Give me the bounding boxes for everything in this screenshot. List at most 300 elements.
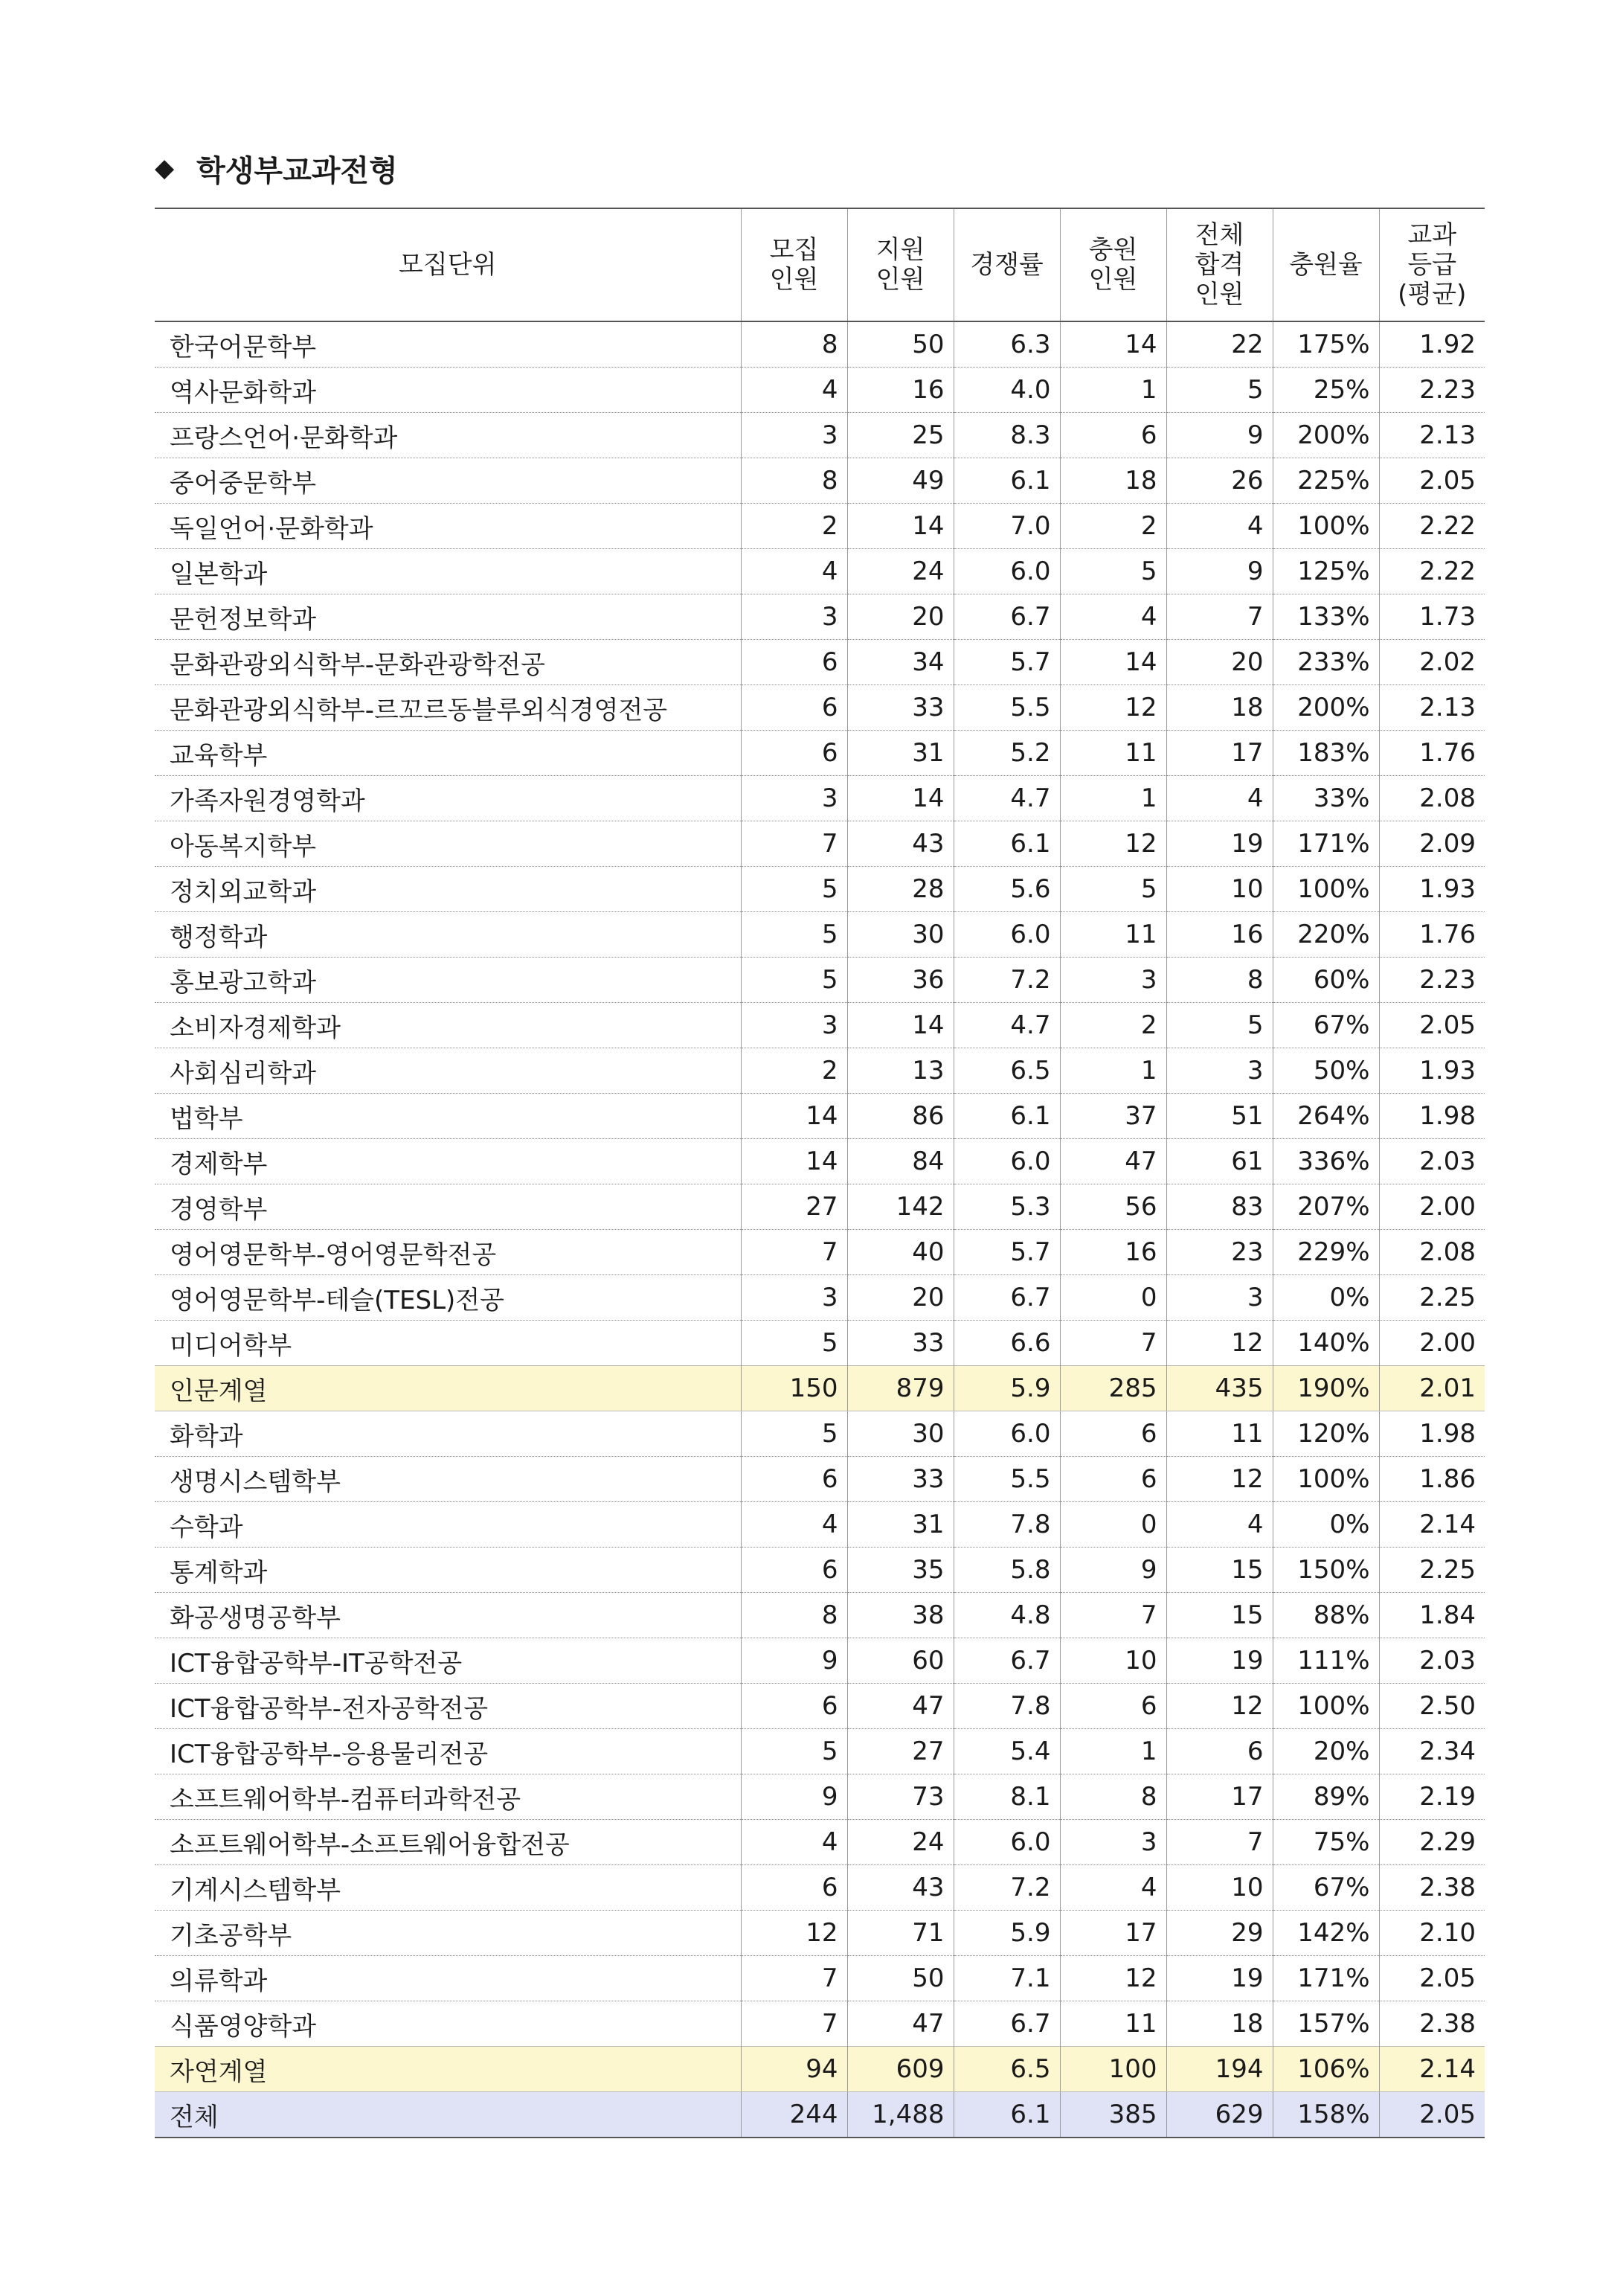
cell-ratio: 4.8 bbox=[954, 1593, 1060, 1638]
cell-ratio: 5.4 bbox=[954, 1729, 1060, 1774]
cell-passed: 19 bbox=[1166, 1956, 1273, 2001]
table-row bbox=[155, 594, 1485, 640]
cell-grade: 2.14 bbox=[1379, 1502, 1485, 1548]
cell-apply: 33 bbox=[847, 1457, 954, 1502]
cell-grade: 1.93 bbox=[1379, 867, 1485, 912]
cell-recruit: 94 bbox=[741, 2047, 847, 2092]
cell-apply: 50 bbox=[847, 321, 954, 368]
cell-name: 법학부 bbox=[155, 1094, 741, 1139]
cell-name: 영어영문학부-영어영문학전공 bbox=[155, 1230, 741, 1275]
table-row bbox=[155, 2001, 1485, 2047]
table-row bbox=[155, 1729, 1485, 1774]
cell-ratio: 5.8 bbox=[954, 1548, 1060, 1593]
cell-passed: 29 bbox=[1166, 1911, 1273, 1956]
cell-added: 4 bbox=[1060, 1865, 1166, 1911]
cell-name: ICT융합공학부-전자공학전공 bbox=[155, 1684, 741, 1729]
cell-ratio: 6.7 bbox=[954, 2001, 1060, 2047]
cell-added: 6 bbox=[1060, 1457, 1166, 1502]
cell-recruit: 4 bbox=[741, 368, 847, 413]
cell-passed: 4 bbox=[1166, 1502, 1273, 1548]
cell-name: 자연계열 bbox=[155, 2047, 741, 2092]
header-grade: 교과 등급 (평균) bbox=[1379, 208, 1485, 321]
table-row bbox=[155, 1684, 1485, 1729]
cell-name: 식품영양학과 bbox=[155, 2001, 741, 2047]
table-row bbox=[155, 1275, 1485, 1321]
table-row bbox=[155, 1230, 1485, 1275]
cell-rate: 220% bbox=[1273, 912, 1379, 958]
cell-passed: 194 bbox=[1166, 2047, 1273, 2092]
cell-added: 6 bbox=[1060, 1684, 1166, 1729]
cell-added: 8 bbox=[1060, 1774, 1166, 1820]
cell-grade: 2.38 bbox=[1379, 2001, 1485, 2047]
cell-name: 경제학부 bbox=[155, 1139, 741, 1184]
cell-ratio: 5.9 bbox=[954, 1911, 1060, 1956]
cell-ratio: 6.1 bbox=[954, 821, 1060, 867]
cell-apply: 47 bbox=[847, 2001, 954, 2047]
cell-apply: 43 bbox=[847, 1865, 954, 1911]
cell-ratio: 7.0 bbox=[954, 504, 1060, 549]
cell-rate: 75% bbox=[1273, 1820, 1379, 1865]
cell-added: 56 bbox=[1060, 1184, 1166, 1230]
cell-rate: 50% bbox=[1273, 1048, 1379, 1094]
table-row bbox=[155, 504, 1485, 549]
cell-passed: 7 bbox=[1166, 1820, 1273, 1865]
cell-grade: 2.22 bbox=[1379, 504, 1485, 549]
cell-rate: 106% bbox=[1273, 2047, 1379, 2092]
cell-name: 교육학부 bbox=[155, 731, 741, 776]
cell-rate: 150% bbox=[1273, 1548, 1379, 1593]
table-row bbox=[155, 368, 1485, 413]
cell-passed: 22 bbox=[1166, 321, 1273, 368]
section-title-text: 학생부교과전형 bbox=[196, 153, 398, 188]
cell-added: 2 bbox=[1060, 1003, 1166, 1048]
cell-grade: 1.76 bbox=[1379, 912, 1485, 958]
cell-grade: 1.92 bbox=[1379, 321, 1485, 368]
cell-name: ICT융합공학부-IT공학전공 bbox=[155, 1638, 741, 1684]
cell-recruit: 5 bbox=[741, 1411, 847, 1457]
cell-passed: 16 bbox=[1166, 912, 1273, 958]
cell-apply: 60 bbox=[847, 1638, 954, 1684]
cell-recruit: 5 bbox=[741, 1321, 847, 1366]
cell-rate: 207% bbox=[1273, 1184, 1379, 1230]
cell-added: 17 bbox=[1060, 1911, 1166, 1956]
admission-results-table bbox=[155, 208, 1485, 2138]
cell-ratio: 7.2 bbox=[954, 958, 1060, 1003]
cell-apply: 28 bbox=[847, 867, 954, 912]
cell-recruit: 6 bbox=[741, 1684, 847, 1729]
cell-name: 경영학부 bbox=[155, 1184, 741, 1230]
cell-grade: 2.23 bbox=[1379, 958, 1485, 1003]
cell-rate: 125% bbox=[1273, 549, 1379, 594]
cell-name: 소프트웨어학부-컴퓨터과학전공 bbox=[155, 1774, 741, 1820]
cell-ratio: 5.7 bbox=[954, 1230, 1060, 1275]
cell-passed: 12 bbox=[1166, 1457, 1273, 1502]
cell-rate: 100% bbox=[1273, 504, 1379, 549]
cell-rate: 157% bbox=[1273, 2001, 1379, 2047]
cell-rate: 158% bbox=[1273, 2092, 1379, 2138]
cell-grade: 2.29 bbox=[1379, 1820, 1485, 1865]
table-row bbox=[155, 1502, 1485, 1548]
cell-name: 행정학과 bbox=[155, 912, 741, 958]
cell-added: 11 bbox=[1060, 731, 1166, 776]
cell-recruit: 8 bbox=[741, 458, 847, 504]
cell-rate: 200% bbox=[1273, 413, 1379, 458]
cell-passed: 19 bbox=[1166, 821, 1273, 867]
cell-grade: 1.84 bbox=[1379, 1593, 1485, 1638]
cell-rate: 336% bbox=[1273, 1139, 1379, 1184]
cell-recruit: 6 bbox=[741, 685, 847, 731]
cell-rate: 89% bbox=[1273, 1774, 1379, 1820]
cell-apply: 14 bbox=[847, 776, 954, 821]
cell-added: 12 bbox=[1060, 821, 1166, 867]
cell-added: 6 bbox=[1060, 1411, 1166, 1457]
cell-added: 1 bbox=[1060, 368, 1166, 413]
cell-grade: 2.14 bbox=[1379, 2047, 1485, 2092]
cell-added: 11 bbox=[1060, 912, 1166, 958]
cell-ratio: 5.2 bbox=[954, 731, 1060, 776]
cell-name: 미디어학부 bbox=[155, 1321, 741, 1366]
cell-ratio: 4.7 bbox=[954, 776, 1060, 821]
cell-passed: 6 bbox=[1166, 1729, 1273, 1774]
cell-recruit: 8 bbox=[741, 1593, 847, 1638]
cell-recruit: 6 bbox=[741, 640, 847, 685]
cell-apply: 20 bbox=[847, 594, 954, 640]
cell-passed: 61 bbox=[1166, 1139, 1273, 1184]
cell-grade: 2.50 bbox=[1379, 1684, 1485, 1729]
cell-ratio: 7.2 bbox=[954, 1865, 1060, 1911]
cell-ratio: 5.5 bbox=[954, 1457, 1060, 1502]
cell-passed: 4 bbox=[1166, 776, 1273, 821]
cell-apply: 30 bbox=[847, 912, 954, 958]
cell-name: 독일언어·문화학과 bbox=[155, 504, 741, 549]
cell-grade: 2.38 bbox=[1379, 1865, 1485, 1911]
cell-apply: 20 bbox=[847, 1275, 954, 1321]
cell-recruit: 3 bbox=[741, 1003, 847, 1048]
cell-apply: 40 bbox=[847, 1230, 954, 1275]
cell-grade: 2.03 bbox=[1379, 1139, 1485, 1184]
cell-name: 사회심리학과 bbox=[155, 1048, 741, 1094]
cell-recruit: 150 bbox=[741, 1366, 847, 1411]
cell-grade: 1.73 bbox=[1379, 594, 1485, 640]
cell-added: 100 bbox=[1060, 2047, 1166, 2092]
cell-recruit: 14 bbox=[741, 1139, 847, 1184]
cell-ratio: 6.0 bbox=[954, 1139, 1060, 1184]
cell-grade: 2.10 bbox=[1379, 1911, 1485, 1956]
table-row bbox=[155, 1956, 1485, 2001]
cell-name: 인문계열 bbox=[155, 1366, 741, 1411]
cell-name: 기계시스템학부 bbox=[155, 1865, 741, 1911]
cell-apply: 24 bbox=[847, 1820, 954, 1865]
cell-rate: 67% bbox=[1273, 1865, 1379, 1911]
cell-ratio: 7.8 bbox=[954, 1684, 1060, 1729]
cell-ratio: 8.1 bbox=[954, 1774, 1060, 1820]
cell-apply: 879 bbox=[847, 1366, 954, 1411]
cell-added: 14 bbox=[1060, 640, 1166, 685]
cell-name: 소프트웨어학부-소프트웨어융합전공 bbox=[155, 1820, 741, 1865]
cell-recruit: 6 bbox=[741, 1865, 847, 1911]
cell-ratio: 6.0 bbox=[954, 1411, 1060, 1457]
table-row bbox=[155, 1548, 1485, 1593]
table-row bbox=[155, 1593, 1485, 1638]
table-row bbox=[155, 1411, 1485, 1457]
cell-rate: 25% bbox=[1273, 368, 1379, 413]
cell-apply: 31 bbox=[847, 1502, 954, 1548]
table-row bbox=[155, 1457, 1485, 1502]
cell-grade: 2.22 bbox=[1379, 549, 1485, 594]
table-row bbox=[155, 549, 1485, 594]
cell-added: 3 bbox=[1060, 958, 1166, 1003]
cell-added: 1 bbox=[1060, 776, 1166, 821]
subtotal-row bbox=[155, 2047, 1485, 2092]
table-row bbox=[155, 1820, 1485, 1865]
cell-apply: 14 bbox=[847, 1003, 954, 1048]
cell-grade: 2.00 bbox=[1379, 1321, 1485, 1366]
cell-passed: 15 bbox=[1166, 1593, 1273, 1638]
cell-apply: 86 bbox=[847, 1094, 954, 1139]
cell-recruit: 12 bbox=[741, 1911, 847, 1956]
table-row bbox=[155, 1184, 1485, 1230]
cell-name: 홍보광고학과 bbox=[155, 958, 741, 1003]
table-row bbox=[155, 413, 1485, 458]
cell-name: 화학과 bbox=[155, 1411, 741, 1457]
cell-passed: 10 bbox=[1166, 867, 1273, 912]
cell-recruit: 5 bbox=[741, 958, 847, 1003]
cell-recruit: 4 bbox=[741, 549, 847, 594]
cell-ratio: 6.1 bbox=[954, 458, 1060, 504]
cell-passed: 5 bbox=[1166, 1003, 1273, 1048]
cell-recruit: 5 bbox=[741, 867, 847, 912]
cell-rate: 100% bbox=[1273, 1457, 1379, 1502]
cell-name: 전체 bbox=[155, 2092, 741, 2138]
cell-passed: 83 bbox=[1166, 1184, 1273, 1230]
cell-recruit: 2 bbox=[741, 504, 847, 549]
cell-ratio: 5.5 bbox=[954, 685, 1060, 731]
cell-passed: 7 bbox=[1166, 594, 1273, 640]
header-apply: 지원 인원 bbox=[847, 208, 954, 321]
cell-ratio: 6.7 bbox=[954, 1638, 1060, 1684]
cell-recruit: 5 bbox=[741, 1729, 847, 1774]
cell-ratio: 5.6 bbox=[954, 867, 1060, 912]
cell-recruit: 9 bbox=[741, 1774, 847, 1820]
cell-grade: 2.05 bbox=[1379, 2092, 1485, 2138]
cell-recruit: 6 bbox=[741, 731, 847, 776]
table-header-row bbox=[155, 208, 1485, 321]
cell-added: 6 bbox=[1060, 413, 1166, 458]
cell-rate: 60% bbox=[1273, 958, 1379, 1003]
cell-rate: 225% bbox=[1273, 458, 1379, 504]
cell-recruit: 3 bbox=[741, 413, 847, 458]
cell-name: 아동복지학부 bbox=[155, 821, 741, 867]
cell-apply: 73 bbox=[847, 1774, 954, 1820]
cell-rate: 171% bbox=[1273, 821, 1379, 867]
cell-rate: 140% bbox=[1273, 1321, 1379, 1366]
cell-added: 9 bbox=[1060, 1548, 1166, 1593]
cell-passed: 15 bbox=[1166, 1548, 1273, 1593]
table-row bbox=[155, 1774, 1485, 1820]
cell-ratio: 6.0 bbox=[954, 912, 1060, 958]
cell-ratio: 7.1 bbox=[954, 1956, 1060, 2001]
header-passed: 전체 합격 인원 bbox=[1166, 208, 1273, 321]
cell-grade: 2.03 bbox=[1379, 1638, 1485, 1684]
cell-grade: 2.08 bbox=[1379, 1230, 1485, 1275]
cell-ratio: 5.3 bbox=[954, 1184, 1060, 1230]
cell-grade: 2.08 bbox=[1379, 776, 1485, 821]
cell-ratio: 7.8 bbox=[954, 1502, 1060, 1548]
cell-rate: 0% bbox=[1273, 1275, 1379, 1321]
cell-grade: 2.05 bbox=[1379, 1003, 1485, 1048]
cell-passed: 20 bbox=[1166, 640, 1273, 685]
cell-apply: 16 bbox=[847, 368, 954, 413]
cell-added: 285 bbox=[1060, 1366, 1166, 1411]
cell-name: 역사문화학과 bbox=[155, 368, 741, 413]
cell-recruit: 6 bbox=[741, 1457, 847, 1502]
cell-grade: 2.23 bbox=[1379, 368, 1485, 413]
cell-recruit: 3 bbox=[741, 594, 847, 640]
cell-apply: 71 bbox=[847, 1911, 954, 1956]
cell-rate: 175% bbox=[1273, 321, 1379, 368]
cell-grade: 1.76 bbox=[1379, 731, 1485, 776]
cell-grade: 2.13 bbox=[1379, 685, 1485, 731]
cell-name: 기초공학부 bbox=[155, 1911, 741, 1956]
cell-ratio: 6.5 bbox=[954, 2047, 1060, 2092]
cell-rate: 0% bbox=[1273, 1502, 1379, 1548]
cell-apply: 84 bbox=[847, 1139, 954, 1184]
cell-passed: 26 bbox=[1166, 458, 1273, 504]
cell-passed: 5 bbox=[1166, 368, 1273, 413]
table-row bbox=[155, 776, 1485, 821]
cell-apply: 35 bbox=[847, 1548, 954, 1593]
cell-name: 화공생명공학부 bbox=[155, 1593, 741, 1638]
cell-passed: 12 bbox=[1166, 1321, 1273, 1366]
section-title bbox=[155, 146, 398, 190]
cell-rate: 229% bbox=[1273, 1230, 1379, 1275]
cell-ratio: 6.1 bbox=[954, 1094, 1060, 1139]
cell-passed: 9 bbox=[1166, 413, 1273, 458]
cell-added: 0 bbox=[1060, 1502, 1166, 1548]
cell-apply: 31 bbox=[847, 731, 954, 776]
cell-grade: 2.13 bbox=[1379, 413, 1485, 458]
cell-rate: 120% bbox=[1273, 1411, 1379, 1457]
cell-ratio: 6.0 bbox=[954, 1820, 1060, 1865]
cell-grade: 2.05 bbox=[1379, 1956, 1485, 2001]
cell-ratio: 6.6 bbox=[954, 1321, 1060, 1366]
cell-added: 37 bbox=[1060, 1094, 1166, 1139]
cell-added: 11 bbox=[1060, 2001, 1166, 2047]
cell-ratio: 6.5 bbox=[954, 1048, 1060, 1094]
table-row bbox=[155, 1139, 1485, 1184]
cell-apply: 27 bbox=[847, 1729, 954, 1774]
cell-rate: 171% bbox=[1273, 1956, 1379, 2001]
cell-apply: 13 bbox=[847, 1048, 954, 1094]
cell-apply: 142 bbox=[847, 1184, 954, 1230]
cell-rate: 264% bbox=[1273, 1094, 1379, 1139]
cell-rate: 233% bbox=[1273, 640, 1379, 685]
cell-apply: 38 bbox=[847, 1593, 954, 1638]
cell-apply: 25 bbox=[847, 413, 954, 458]
cell-grade: 2.19 bbox=[1379, 1774, 1485, 1820]
cell-passed: 51 bbox=[1166, 1094, 1273, 1139]
cell-ratio: 5.7 bbox=[954, 640, 1060, 685]
cell-grade: 2.25 bbox=[1379, 1548, 1485, 1593]
cell-recruit: 8 bbox=[741, 321, 847, 368]
cell-apply: 30 bbox=[847, 1411, 954, 1457]
cell-grade: 2.25 bbox=[1379, 1275, 1485, 1321]
cell-added: 1 bbox=[1060, 1729, 1166, 1774]
table-row bbox=[155, 640, 1485, 685]
cell-name: 중어중문학부 bbox=[155, 458, 741, 504]
header-unit: 모집단위 bbox=[155, 208, 741, 321]
cell-passed: 3 bbox=[1166, 1048, 1273, 1094]
cell-ratio: 6.0 bbox=[954, 549, 1060, 594]
header-added-rate: 충원율 bbox=[1273, 208, 1379, 321]
cell-passed: 17 bbox=[1166, 1774, 1273, 1820]
table-row bbox=[155, 821, 1485, 867]
cell-apply: 1,488 bbox=[847, 2092, 954, 2138]
cell-passed: 12 bbox=[1166, 1684, 1273, 1729]
cell-added: 385 bbox=[1060, 2092, 1166, 2138]
cell-apply: 14 bbox=[847, 504, 954, 549]
cell-passed: 17 bbox=[1166, 731, 1273, 776]
cell-recruit: 7 bbox=[741, 821, 847, 867]
cell-name: 문화관광외식학부-르꼬르동블루외식경영전공 bbox=[155, 685, 741, 731]
cell-rate: 67% bbox=[1273, 1003, 1379, 1048]
cell-ratio: 4.7 bbox=[954, 1003, 1060, 1048]
cell-passed: 18 bbox=[1166, 2001, 1273, 2047]
cell-passed: 4 bbox=[1166, 504, 1273, 549]
cell-rate: 88% bbox=[1273, 1593, 1379, 1638]
table-row bbox=[155, 1638, 1485, 1684]
cell-apply: 47 bbox=[847, 1684, 954, 1729]
cell-passed: 11 bbox=[1166, 1411, 1273, 1457]
cell-ratio: 8.3 bbox=[954, 413, 1060, 458]
cell-rate: 111% bbox=[1273, 1638, 1379, 1684]
cell-passed: 10 bbox=[1166, 1865, 1273, 1911]
cell-recruit: 4 bbox=[741, 1502, 847, 1548]
subtotal-row bbox=[155, 1366, 1485, 1411]
cell-grade: 1.98 bbox=[1379, 1411, 1485, 1457]
cell-name: 프랑스언어·문화학과 bbox=[155, 413, 741, 458]
cell-added: 12 bbox=[1060, 685, 1166, 731]
cell-recruit: 6 bbox=[741, 1548, 847, 1593]
cell-name: 문헌정보학과 bbox=[155, 594, 741, 640]
cell-ratio: 6.7 bbox=[954, 594, 1060, 640]
cell-recruit: 5 bbox=[741, 912, 847, 958]
cell-name: 생명시스템학부 bbox=[155, 1457, 741, 1502]
table-row bbox=[155, 1321, 1485, 1366]
cell-rate: 200% bbox=[1273, 685, 1379, 731]
cell-grade: 2.34 bbox=[1379, 1729, 1485, 1774]
cell-added: 12 bbox=[1060, 1956, 1166, 2001]
cell-rate: 133% bbox=[1273, 594, 1379, 640]
cell-recruit: 2 bbox=[741, 1048, 847, 1094]
table-row bbox=[155, 1048, 1485, 1094]
cell-passed: 9 bbox=[1166, 549, 1273, 594]
cell-grade: 2.05 bbox=[1379, 458, 1485, 504]
cell-added: 14 bbox=[1060, 321, 1166, 368]
cell-added: 16 bbox=[1060, 1230, 1166, 1275]
cell-grade: 2.01 bbox=[1379, 1366, 1485, 1411]
cell-recruit: 9 bbox=[741, 1638, 847, 1684]
cell-grade: 1.98 bbox=[1379, 1094, 1485, 1139]
cell-name: 정치외교학과 bbox=[155, 867, 741, 912]
cell-recruit: 7 bbox=[741, 1956, 847, 2001]
cell-passed: 23 bbox=[1166, 1230, 1273, 1275]
cell-apply: 50 bbox=[847, 1956, 954, 2001]
cell-passed: 3 bbox=[1166, 1275, 1273, 1321]
cell-rate: 33% bbox=[1273, 776, 1379, 821]
cell-rate: 100% bbox=[1273, 1684, 1379, 1729]
cell-name: 소비자경제학과 bbox=[155, 1003, 741, 1048]
